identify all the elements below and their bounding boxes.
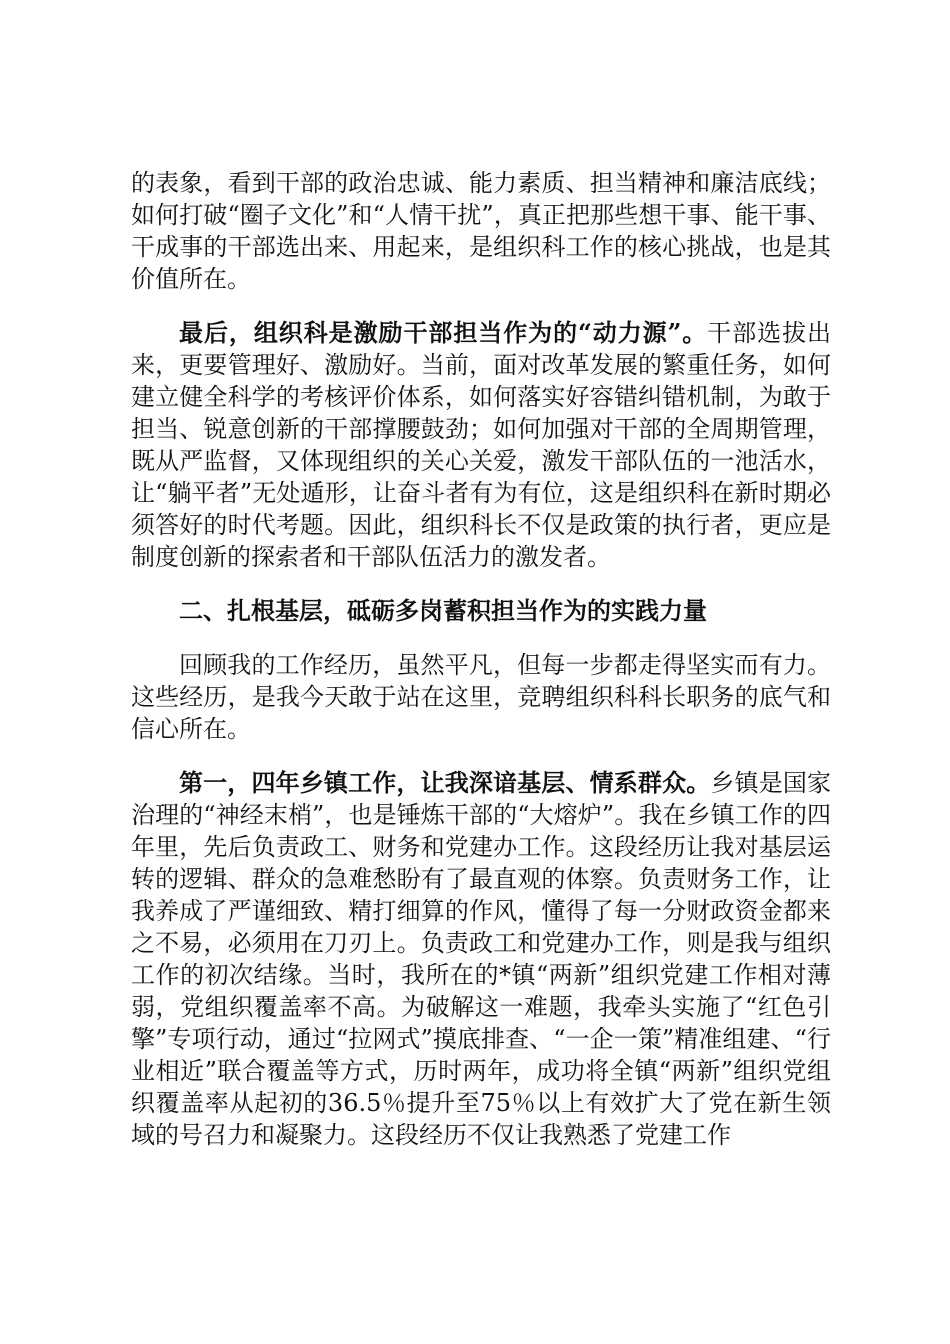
paragraph-motivation [131, 317, 831, 573]
paragraph-lead-sentence: 第一，四年乡镇工作，让我深谙基层、情系群众。 [179, 768, 711, 797]
paragraph-review [131, 649, 831, 745]
paragraph-lead-sentence: 最后，组织科是激励干部担当作为的“动力源”。 [179, 318, 708, 347]
paragraph-township-work [131, 767, 831, 1151]
paragraph-text: 的表象，看到干部的政治忠诚、能力素质、担当精神和廉洁底线；如何打破“圈子文化”和“人情干扰”，真正把那些想干事、能干事、干成事的干部选出来、用起来，是组织科工作的核心挑战，也是其价值所在。 [131, 169, 831, 293]
document-page [131, 167, 831, 1173]
paragraph-text: 干部选拔出来，更要管理好、激励好。当前，面对改革发展的繁重任务，如何建立健全科学的考核评价体系，如何落实好容错纠错机制，为敢于担当、锐意创新的干部撑腰鼓劲；如何加强对干部的全周期管理，既从严监督，又体现组织的关心关爱，激发干部队伍的一池活水，让“躺平者”无处遁形，让奋斗者有为有位，这是组织科在新时期必须答好的时代考题。因此，组织科长不仅是政策的执行者，更应是制度创新的探索者和干部队伍活力的激发者。 [131, 319, 832, 571]
paragraph-text: 回顾我的工作经历，虽然平凡，但每一步都走得坚实而有力。这些经历，是我今天敢于站在这里，竞聘组织科科长职务的底气和信心所在。 [131, 651, 831, 743]
section-heading: 二、扎根基层，砥砺多岗蓄积担当作为的实践力量 [179, 596, 707, 625]
paragraph-text: 乡镇是国家治理的“神经末梢”，也是锤炼干部的“大熔炉”。我在乡镇工作的四年里，先后负责政工、财务和党建办工作。这段经历让我对基层运转的逻辑、群众的急难愁盼有了最直观的体察。负责财务工作，让我养成了严谨细致、精打细算的作风，懂得了每一分财政资金都来之不易，必须用在刀刃上。负责政工和党建办工作，则是我与组织工作的初次结缘。当时，我所在的*镇“两新”组织党建工作相对薄弱，党组织覆盖率不高。为破解这一难题，我牵头实施了“红色引擎”专项行动，通过“拉网式”摸底排查、“一企一策”精准组建、“行业相近”联合覆盖等方式，历时两年，成功将全镇“两新”组织党组织覆盖率从起初的36.5％提升至75％以上有效扩大了党在新生领域的号召力和凝聚力。这段经历不仅让我熟悉了党建工作 [131, 769, 832, 1149]
paragraph-continuation [131, 167, 831, 295]
